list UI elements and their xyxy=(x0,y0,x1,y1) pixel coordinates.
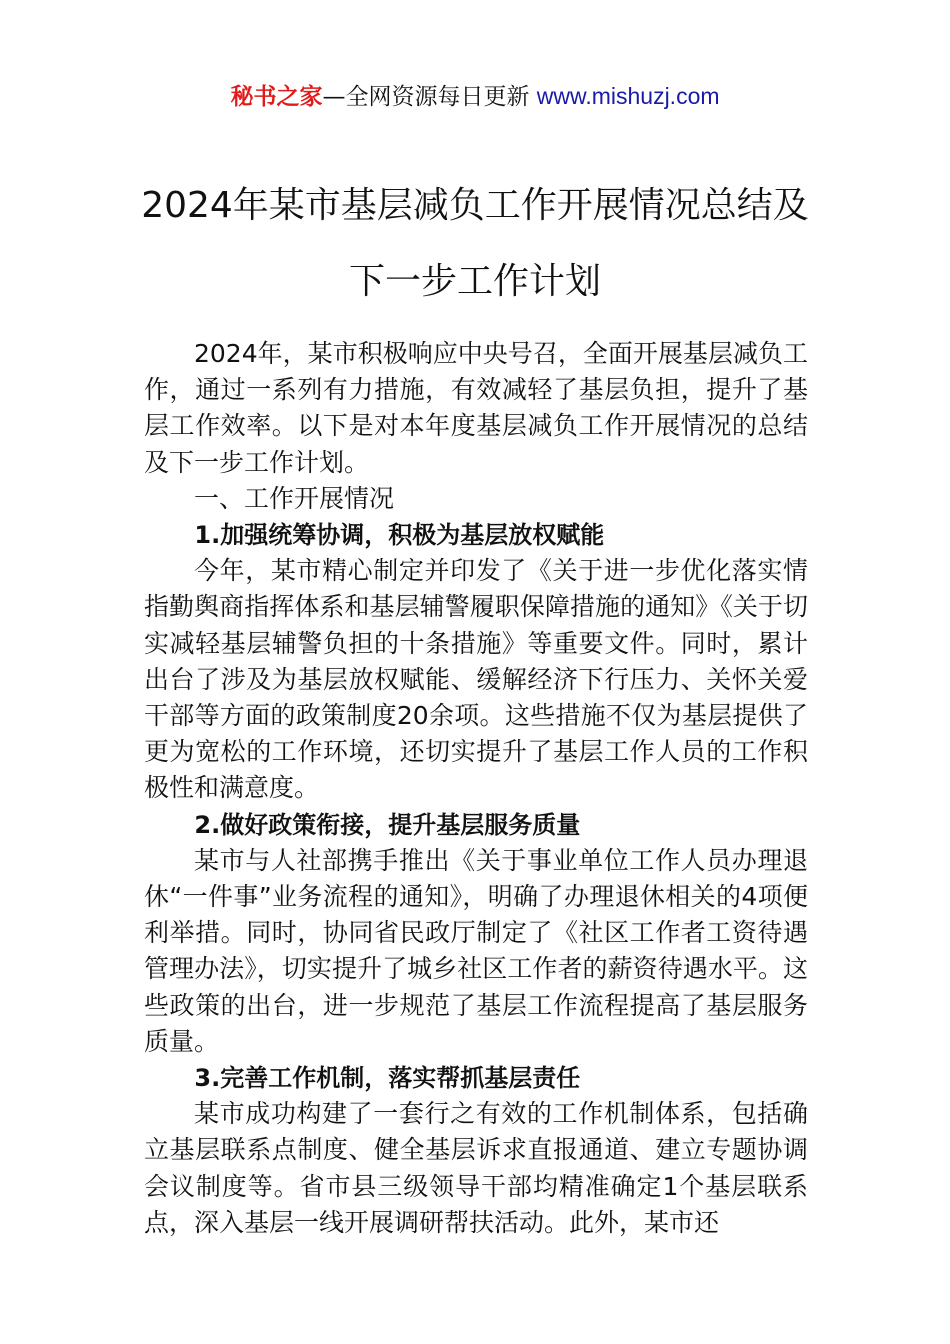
subsection-body-2: 某市与人社部携手推出《关于事业单位工作人员办理退休“一件事”业务流程的通知》，明确了办理退休相关的4项便利举措。同时，协同省民政厅制定了《社区工作者工资待遇管理办法》，切实提升了城乡社区工作者的薪资待遇水平。这些政策的出台，进一步规范了基层工作流程提高了基层服务质量。 xyxy=(144,845,808,1056)
section-heading-1: 一、工作开展情况 xyxy=(194,483,395,513)
document-title xyxy=(0,168,950,320)
subsection-heading-2: 2.做好政策衔接，提升基层服务质量 xyxy=(194,810,581,839)
intro-paragraph: 2024年，某市积极响应中央号召，全面开展基层减负工作，通过一系列有力措施，有效减轻了基层负担，提升了基层工作效率。以下是对本年度基层减负工作开展情况的总结及下一步工作计划。 xyxy=(144,339,808,477)
site-url-link[interactable]: www.mishuzj.com xyxy=(536,83,720,109)
subsection-heading-3: 3.完善工作机制，落实帮抓基层责任 xyxy=(194,1064,581,1093)
brand-name: 秘书之家 xyxy=(230,84,323,110)
subsection-body-3: 某市成功构建了一套行之有效的工作机制体系，包括确立基层联系点制度、健全基层诉求直报通道、建立专题协调会议制度等。省市县三级领导干部均精准确定1个基层联系点，深入基层一线开展调研帮扶活动。此外，某市还 xyxy=(144,1099,808,1237)
subsection-heading-1: 1.加强统筹协调，积极为基层放权赋能 xyxy=(194,521,605,550)
document-body xyxy=(144,336,808,1241)
subsection-body-1: 今年，某市精心制定并印发了《关于进一步优化落实情指勤舆商指挥体系和基层辅警履职保障措施的通知》《关于切实减轻基层辅警负担的十条措施》等重要文件。同时，累计出台了涉及为基层放权赋能、缓解经济下行压力、关怀关爱干部等方面的政策制度20余项。这些措施不仅为基层提供了更为宽松的工作环境，还切实提升了基层工作人员的工作积极性和满意度。 xyxy=(144,556,808,803)
title-line-1: 2024年某市基层减负工作开展情况总结及 xyxy=(141,185,809,226)
title-line-2: 下一步工作计划 xyxy=(348,261,601,302)
header-banner xyxy=(0,80,950,113)
header-tagline: —全网资源每日更新 xyxy=(322,84,537,110)
